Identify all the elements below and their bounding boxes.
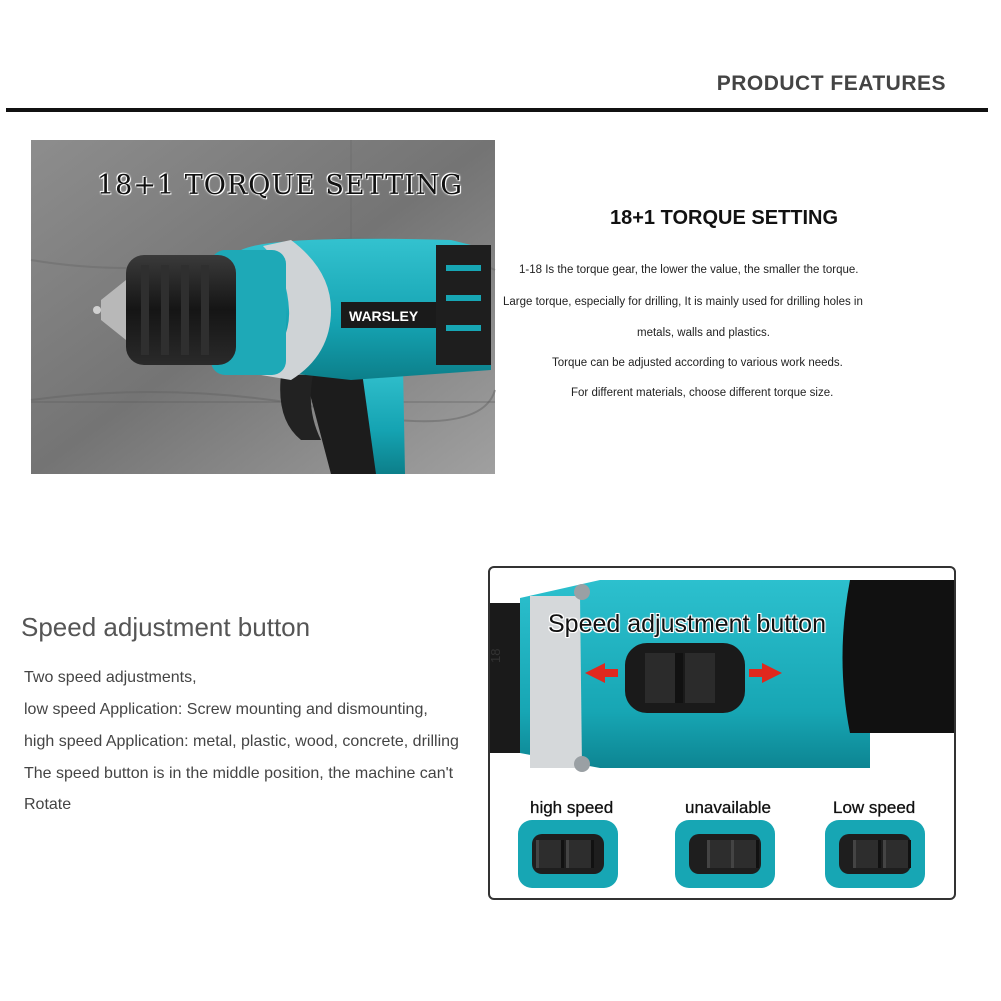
switch-unavailable <box>675 820 775 888</box>
speed-line-5: Rotate <box>24 796 72 813</box>
svg-text:18: 18 <box>488 648 503 663</box>
torque-line-1: 1-18 Is the torque gear, the lower the value, the smaller the torque. <box>519 264 859 276</box>
torque-image-title: 18+1 TORQUE SETTING <box>97 170 463 201</box>
torque-line-3: metals, walls and plastics. <box>637 327 770 339</box>
torque-line-5: For different materials, choose different torque size. <box>571 387 834 399</box>
speed-line-2: low speed Application: Screw mounting and dismounting, <box>24 701 428 718</box>
speed-image-label: Speed adjustment button <box>548 610 826 638</box>
torque-heading: 18+1 TORQUE SETTING <box>610 207 839 229</box>
brand-label: WARSLEY <box>349 308 419 324</box>
speed-line-4: The speed button is in the middle position, the machine can't <box>24 765 454 782</box>
torque-product-image <box>31 140 495 474</box>
header-divider <box>6 108 988 112</box>
speed-heading: Speed adjustment button <box>21 612 311 642</box>
page-header-title: PRODUCT FEATURES <box>716 72 946 95</box>
torque-line-2: Large torque, especially for drilling, It is mainly used for drilling holes in <box>503 296 863 308</box>
switch-low-speed <box>825 820 925 888</box>
torque-line-4: Torque can be adjusted according to various work needs. <box>552 357 843 369</box>
switch-high-speed <box>518 820 618 888</box>
mode-label-unavailable: unavailable <box>685 798 772 817</box>
speed-product-image <box>488 566 956 900</box>
mode-label-low-speed: Low speed <box>833 798 916 817</box>
mode-label-high-speed: high speed <box>530 798 614 817</box>
speed-line-3: high speed Application: metal, plastic, wood, concrete, drilling <box>24 733 459 750</box>
speed-line-1: Two speed adjustments, <box>24 669 197 686</box>
